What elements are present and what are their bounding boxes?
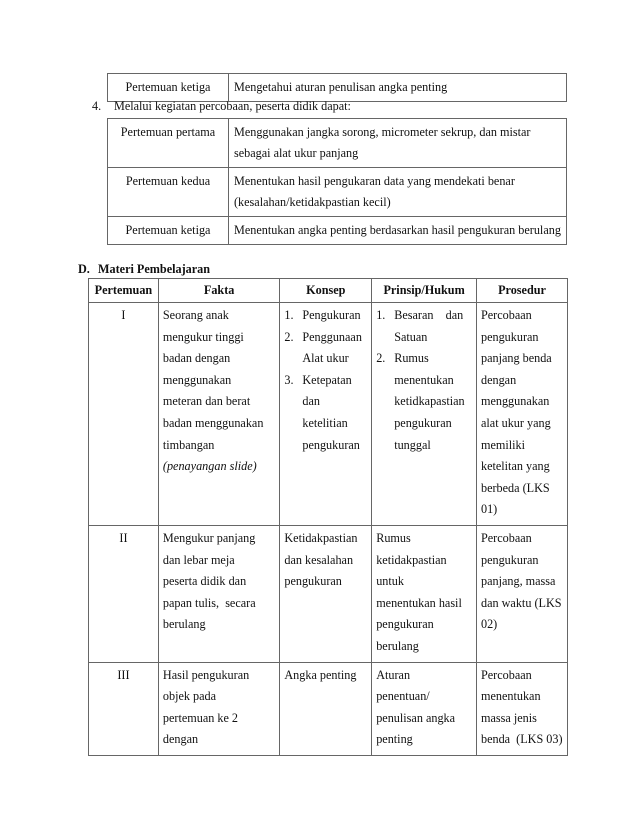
prinsip-cell [372,525,477,662]
fakta-cell [158,303,279,526]
prinsip-line: Rumus [376,530,411,545]
list-text: ketidkapastian [394,394,465,409]
goal-line: Menentukan hasil pengukaran data yang mendekati benar [234,174,515,188]
fakta-line: pertemuan ke 2 [162,710,239,725]
column-header: Prosedur [476,279,567,303]
list-text: Satuan [394,329,428,344]
fakta-line: Hasil pengukuran [162,667,250,682]
fakta-line: badan menggunakan [162,415,264,430]
pertemuan-cell: II [89,525,159,662]
list-number: 4. [92,99,102,113]
list-text: tunggal [394,437,431,452]
prosedur-line: ketelitan yang [480,459,550,474]
konsep-line: Angka penting [284,667,357,682]
fakta-line: berulang [162,617,206,632]
prinsip-list [376,305,472,456]
materi-table [88,278,568,756]
konsep-cell [280,525,372,662]
fakta-line: meteran dan berat [162,394,251,409]
list-item [376,348,472,456]
prosedur-line: 01) [480,502,498,517]
column-header: Prinsip/Hukum [372,279,477,303]
prinsip-line: berulang [376,638,419,653]
goal-line: Menggunakan jangka sorong, micrometer sekrup, dan mistar [234,125,531,139]
fakta-note: (penayangan slide) [162,459,257,474]
prosedur-line: pengukuran [480,329,539,344]
list-text: Besaran dan [394,308,464,322]
prosedur-line: menggunakan [480,394,550,409]
fakta-line: dengan [162,732,199,747]
prosedur-line: dengan [480,372,517,387]
fakta-line: dan lebar meja [162,552,235,567]
prinsip-line: penentuan/ [376,689,430,704]
list-text: dan [302,394,320,409]
list-text: pengukuran [394,415,452,430]
meeting-cell: Pertemuan ketiga [108,217,229,245]
fakta-line: mengukur tinggi [162,329,244,344]
list-text: Rumus [394,351,429,366]
fakta-line: menggunakan [162,372,232,387]
fakta-line: peserta didik dan [162,574,247,589]
goal-line: (kesalahan/ketidakpastian kecil) [234,195,391,209]
table-header-row [89,279,568,303]
list-text: menentukan [394,372,454,387]
fakta-cell [158,662,279,755]
prosedur-cell [476,525,567,662]
list-number: 3. [284,372,294,387]
goal-cell [229,168,567,217]
goal-line: Menentukan angka penting berdasarkan hasil pengukuran berulang [234,223,561,237]
prinsip-cell [372,303,477,526]
table-row [89,303,568,526]
prosedur-line: Percobaan [480,530,532,545]
meeting-cell: Pertemuan kedua [108,168,229,217]
list-number: 2. [376,351,386,366]
prosedur-line: Percobaan [480,308,532,322]
konsep-cell [280,662,372,755]
prinsip-line: ketidakpastian [376,552,447,567]
list-number: 1. [376,308,386,322]
section-title: Materi Pembelajaran [98,262,211,276]
prosedur-line: 02) [480,617,498,632]
fakta-line: Seorang anak [162,308,229,322]
pertemuan-cell: I [89,303,159,526]
section-letter: D. [78,262,90,276]
list-item-4 [92,96,351,116]
meeting-cell: Pertemuan pertama [108,119,229,168]
list-text: ketelitian [302,415,348,430]
prosedur-cell [476,662,567,755]
konsep-line: dan kesalahan [284,552,354,567]
table-row [89,662,568,755]
table-row [108,217,567,245]
list-item [284,305,367,327]
list-number: 2. [284,329,294,344]
fakta-line: Mengukur panjang [162,530,256,545]
prinsip-line: Aturan [376,667,411,682]
goal-line: sebagai alat ukur panjang [234,146,359,160]
column-header: Konsep [280,279,372,303]
prosedur-line: menentukan [480,689,541,704]
prinsip-line: penting [376,732,413,747]
list-item [284,327,367,370]
prinsip-line: untuk [376,574,404,589]
list-text: Ketepatan [302,372,352,387]
list-item [284,370,367,456]
table-row [89,525,568,662]
list-text: pengukuran [302,437,360,452]
column-header: Pertemuan [89,279,159,303]
prosedur-line: benda (LKS 03) [480,732,563,747]
pertemuan-cell: III [89,662,159,755]
table-row [108,168,567,217]
prosedur-line: Percobaan [480,667,532,682]
prosedur-line: massa jenis [480,710,537,725]
section-heading [78,259,210,279]
list-text: Alat ukur [302,351,349,366]
prinsip-cell [372,662,477,755]
prosedur-line: pengukuran [480,552,539,567]
fakta-line: papan tulis, secara [162,595,256,610]
konsep-cell [280,303,372,526]
prinsip-line: menentukan hasil [376,595,462,610]
goals-table [107,118,567,245]
meeting-cell: Pertemuan ketiga [108,74,229,102]
prinsip-line: pengukuran [376,617,434,632]
list-text: Melalui kegiatan percobaan, peserta didik dapat: [114,99,351,113]
konsep-list [284,305,367,456]
goal-cell: Mengetahui aturan penulisan angka penting [229,74,567,102]
prosedur-line: panjang benda [480,351,552,366]
fakta-line: badan dengan [162,351,231,366]
prosedur-line: dan waktu (LKS [480,595,562,610]
konsep-line: Ketidakpastian [284,530,358,545]
prosedur-line: berbeda (LKS [480,480,550,495]
prinsip-line: penulisan angka [376,710,456,725]
goal-cell [229,217,567,245]
fakta-line: objek pada [162,689,217,704]
prosedur-line: panjang, massa [480,574,556,589]
prosedur-line: memiliki [480,437,525,452]
column-header: Fakta [158,279,279,303]
list-number: 1. [284,308,294,322]
goal-cell [229,119,567,168]
list-text: Penggunaan [302,329,362,344]
list-text: Pengukuran [302,308,361,322]
list-item [376,305,472,348]
prosedur-cell [476,303,567,526]
prosedur-line: alat ukur yang [480,415,551,430]
fakta-cell [158,525,279,662]
konsep-line: pengukuran [284,574,342,589]
fakta-line: timbangan [162,437,215,452]
table-row [108,119,567,168]
